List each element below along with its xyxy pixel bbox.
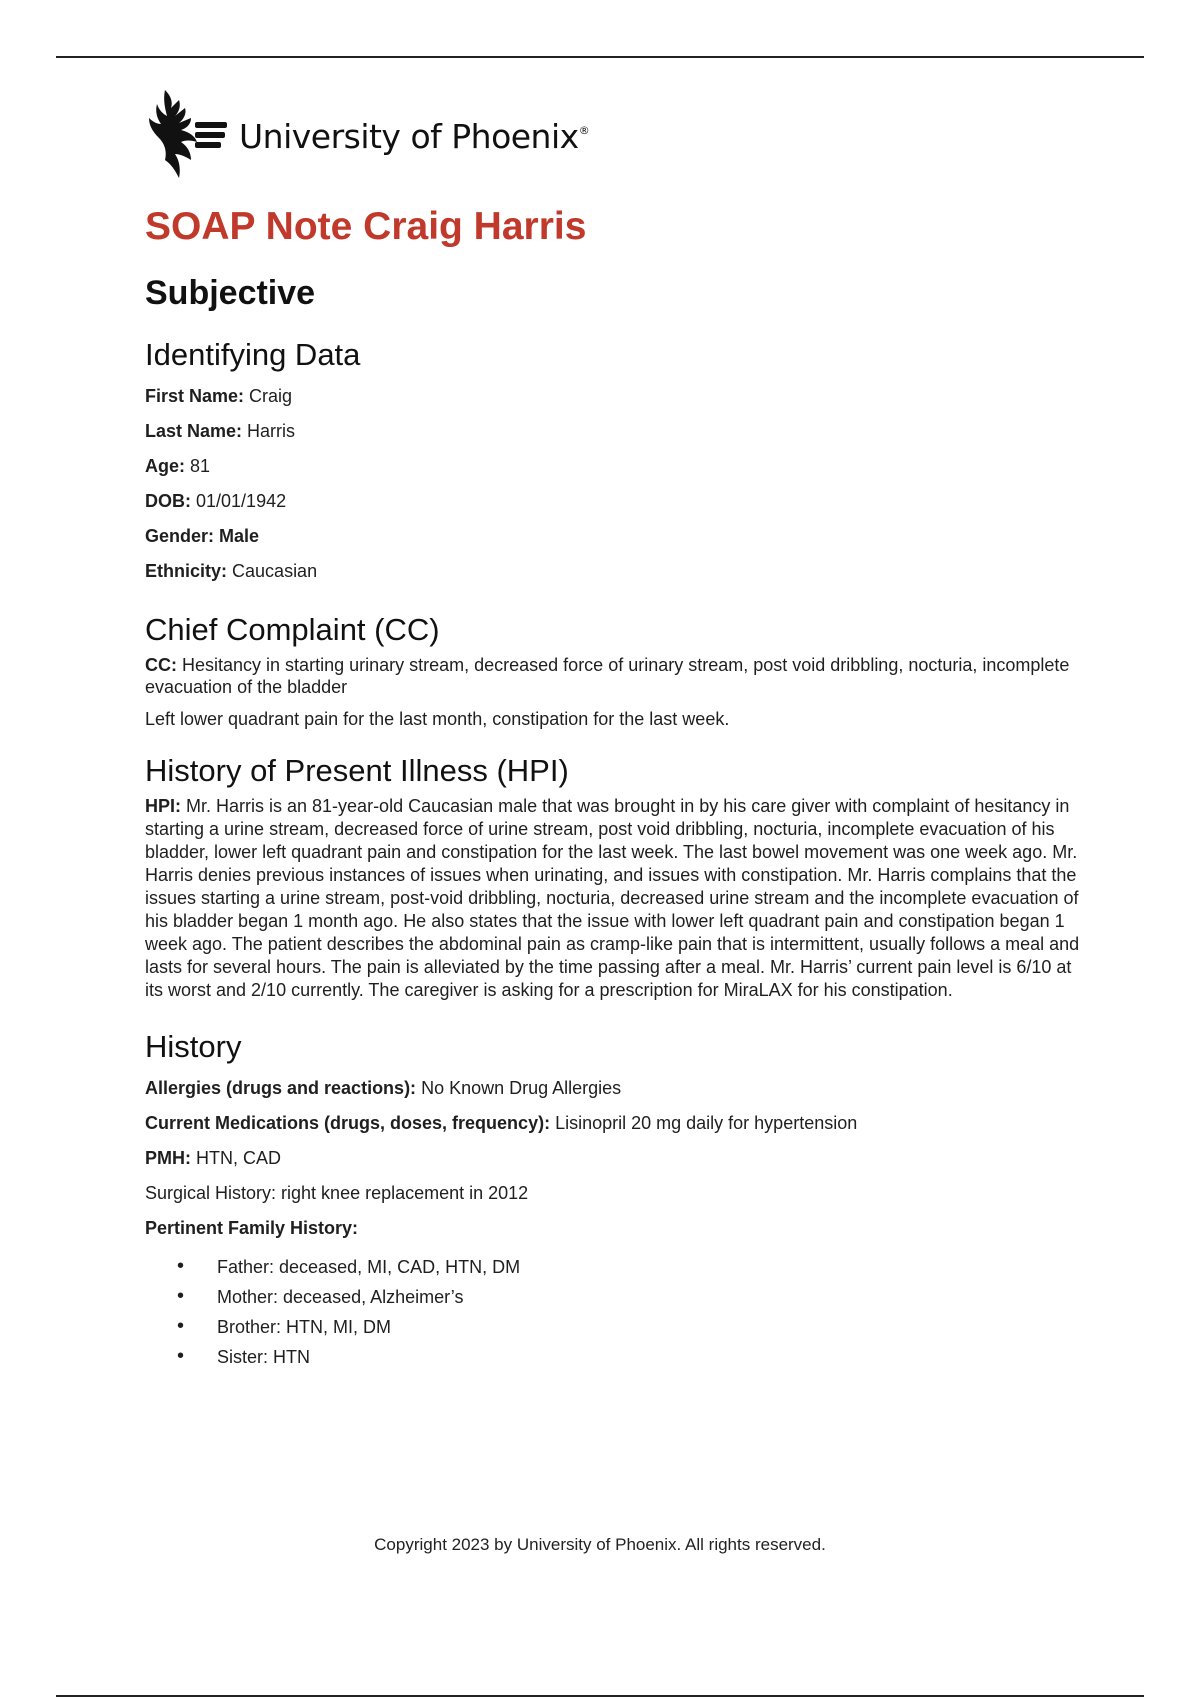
surgical-history-field: Surgical History: right knee replacement in 2012 (145, 1183, 529, 1204)
list-item: • Brother: HTN, MI, DM (181, 1312, 1085, 1342)
ethnicity-field: Ethnicity: Caucasian (145, 560, 318, 581)
family-history-label: Pertinent Family History: (145, 1218, 359, 1239)
hpi-heading: History of Present Illness (HPI) (145, 752, 569, 788)
bottom-rule (56, 1695, 1144, 1697)
copyright-footer: Copyright 2023 by University of Phoenix. All rights reserved. (374, 1535, 826, 1554)
list-item: • Mother: deceased, Alzheimer’s (181, 1282, 1085, 1312)
dob-field: DOB: 01/01/1942 (145, 490, 287, 511)
history-heading: History (145, 1029, 242, 1065)
top-rule (56, 56, 1144, 58)
cc-paragraph: CC: Hesitancy in starting urinary stream, decreased force of urinary stream, post void dribbling, nocturia, incomplete evacuation of the bladder (145, 654, 1070, 697)
logo-text: University of Phoenix® (239, 116, 590, 156)
cc-extra-paragraph: Left lower quadrant pain for the last month, constipation for the last week. (145, 708, 730, 729)
chief-complaint-heading: Chief Complaint (CC) (145, 611, 440, 647)
hpi-paragraph: HPI: Mr. Harris is an 81-year-old Caucasian male that was brought in by his care giver with complaint of hesitancy in starting a urine stream, decreased force of urine stream, post void dribbling, nocturia, incomplete evacuation of his bladder, lower left quadrant pain and constipation for the last week. The last bowel movement was one week ago. Mr. Harris denies previous instances of issues when urinating, and issues with constipation. Mr. Harris complains that the issues starting a urine stream, post-void dribbling, nocturia, decreased urine stream and the incomplete evacuation of his bladder began 1 month ago. He also states that the issue with lower left quadrant pain and constipation began 1 week ago. The patient describes the abdominal pain as cramp-like pain that is intermittent, usually follows a meal and lasts for several hours. The pain is alleviated by the time passing after a meal. Mr. Harris’ current pain level is 6/10 at its worst and 2/10 currently. The caregiver is asking for a prescription for MiraLAX for his constipation. (145, 796, 1080, 1001)
pmh-field: PMH: HTN, CAD (145, 1148, 282, 1169)
document-title: SOAP Note Craig Harris (145, 205, 587, 248)
first-name-field: First Name: Craig (145, 385, 293, 406)
last-name-field: Last Name: Harris (145, 420, 296, 441)
medications-field: Current Medications (drugs, doses, frequency): Lisinopril 20 mg daily for hypertension (145, 1113, 858, 1134)
university-logo (145, 86, 1085, 182)
allergies-field: Allergies (drugs and reactions): No Known Drug Allergies (145, 1078, 622, 1099)
family-history-list (145, 1252, 1085, 1372)
gender-field: Gender: Male (145, 525, 260, 546)
identifying-data-heading: Identifying Data (145, 336, 361, 372)
subjective-heading: Subjective (145, 273, 316, 312)
age-field: Age: 81 (145, 455, 211, 476)
phoenix-bird-icon (145, 86, 229, 182)
list-item: • Sister: HTN (181, 1342, 1085, 1372)
list-item: • Father: deceased, MI, CAD, HTN, DM (181, 1252, 1085, 1282)
document-page (145, 86, 1085, 1372)
